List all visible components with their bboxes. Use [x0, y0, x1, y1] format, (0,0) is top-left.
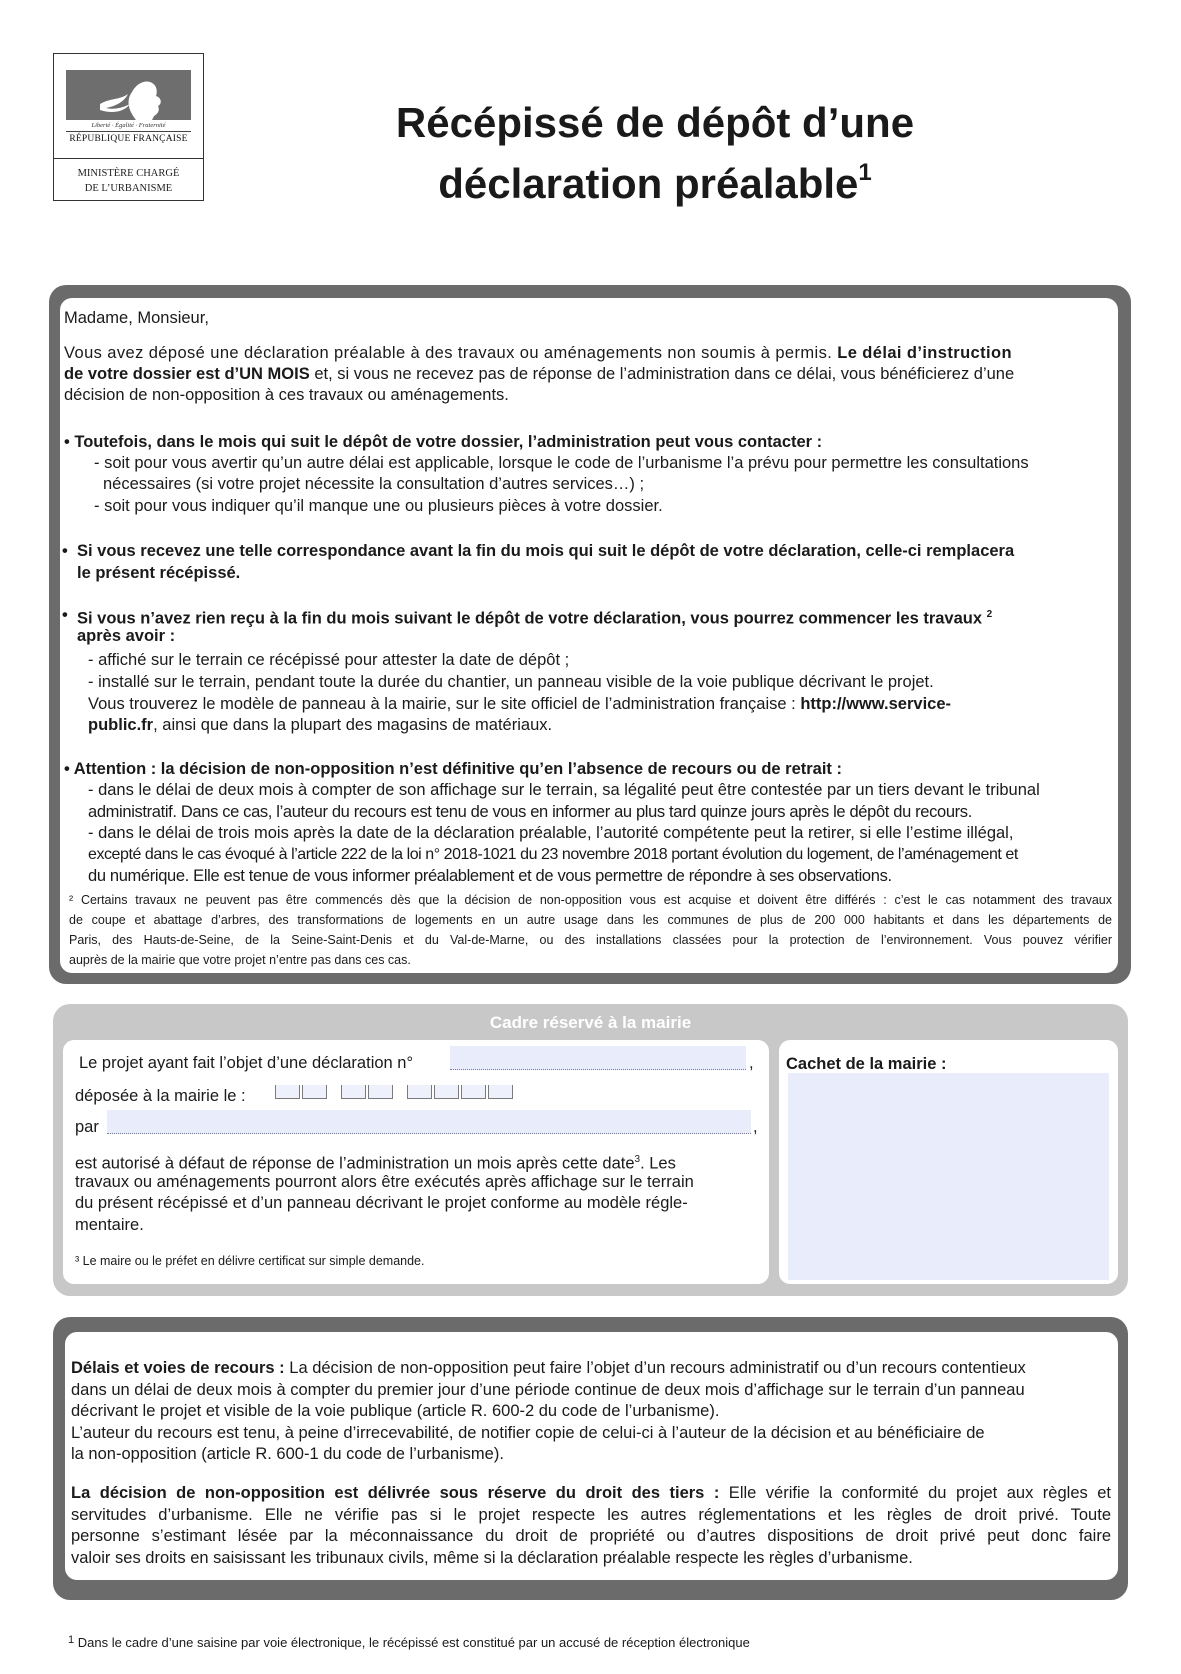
page-title-line2: [330, 148, 980, 209]
bullet3-sub2: [88, 672, 934, 692]
bullet4-sub2-cont: excepté dans le cas évoqué à l’article 222 de la loi n° 2018-1021 du 23 novembre 2018 portant évolution du logement, de l’aménagement et: [88, 846, 1018, 863]
bullet1-sub1: - soit pour vous avertir qu’un autre délai est applicable, lorsque le code de l’urbanisme l’a prévu pour permettre les consultations: [94, 454, 1029, 472]
bullet4-sub1: - dans le délai de deux mois à compter de son affichage sur le terrain, sa légalité peut être contestée par un tiers devant le tribunal: [88, 781, 1040, 799]
recours-p2-line4: valoir ses droits en saisissant les tribunaux civils, même si la déclaration préalable respecte les règles d’urbanisme.: [71, 1549, 913, 1567]
greeting: Madame, Monsieur,: [64, 309, 209, 327]
recours-p2-line1: [71, 1483, 1111, 1503]
service-public-link[interactable]: http://www.service-: [800, 695, 951, 713]
footnote2-line2: de coupe et abattage d’arbres, des transformations de logements en un autre usage dans les communes de plus de 200 000 habitants et dans les départements de: [69, 913, 1112, 927]
logo-ministry: [54, 166, 203, 196]
authorization-line1: [75, 1150, 676, 1174]
intro-line3: décision de non-opposition à ces travaux ou aménagements.: [64, 386, 509, 404]
recours-p1-line3: décrivant le projet et visible de la voie publique (article R. 600-2 du code de l’urbanisme).: [71, 1402, 720, 1420]
intro-line2: [64, 364, 1014, 384]
page-title: [330, 98, 980, 209]
footnote2-line1: ² Certains travaux ne peuvent pas être commencés dès que la décision de non-opposition vous est acquise et doivent être différés : c’est le cas notamment des travaux: [69, 893, 1112, 907]
authorization-line2: travaux ou aménagements pourront alors être exécutés après affichage sur le terrain: [75, 1173, 694, 1191]
recours-p1-line1: [71, 1358, 1026, 1378]
service-public-link-end[interactable]: public.fr: [88, 716, 154, 734]
bullet2-line2: le présent récépissé.: [77, 564, 241, 582]
recours-p2-line2: servitudes d’urbanisme. Elle ne vérifie pas si le projet respecte les autres réglementations et les règles de droit privé. Toute: [71, 1506, 1111, 1524]
page-title-line1: Récépissé de dépôt d’une: [395, 99, 915, 146]
deposit-date-year-digit4[interactable]: [488, 1085, 513, 1099]
footnote1: [68, 1634, 750, 1650]
stamp-area: [788, 1073, 1109, 1280]
logo-ministry-line2: DE L’URBANISME: [84, 183, 173, 194]
bullet3-line1: [77, 605, 992, 629]
bullet2-line1: Si vous recevez une telle correspondance avant la fin du mois qui suit le dépôt de votre déclaration, celle-ci remplacera: [77, 542, 1015, 560]
authorization-line3: du présent récépissé et d’un panneau décrivant le projet conforme au modèle régle-: [75, 1194, 688, 1212]
deposit-date-label: déposée à la mairie le :: [75, 1087, 246, 1105]
deposit-date-year-digit1[interactable]: [407, 1085, 432, 1099]
logo-motto: Liberté · Égalité · Fraternité: [91, 122, 166, 129]
intro-line1-text: Vous avez déposé une déclaration préalable à des travaux ou aménagements non soumis à permis.: [64, 344, 838, 362]
recours-p2-line3: personne s’estimant lésée par la méconnaissance du droit de propriété ou d’autres dispositions de droit privé peut donc faire: [71, 1527, 1111, 1545]
bullet1-heading: • Toutefois, dans le mois qui suit le dépôt de votre dossier, l’administration peut vous contacter :: [64, 433, 823, 451]
bullet2-marker: •: [62, 542, 68, 560]
title-footnote-marker: 1: [858, 159, 872, 186]
bullet3-sub4: [88, 715, 552, 735]
declaration-number-field[interactable]: [450, 1046, 746, 1070]
recours-p1-line1-text: La décision de non-opposition peut faire l’objet d’un recours administratif ou d’un recours contentieux: [284, 1359, 1026, 1377]
footnote3: ³ Le maire ou le préfet en délivre certificat sur simple demande.: [75, 1254, 425, 1268]
deposit-date-month-digit1[interactable]: [341, 1085, 366, 1099]
footnote1-marker: 1: [68, 1634, 75, 1646]
intro-line2-bold: de votre dossier est d’UN MOIS: [64, 365, 310, 383]
recours-p1-line2: dans un délai de deux mois à compter du premier jour d’une période continue de deux mois d’affichage sur le terrain d’un panneau: [71, 1381, 1025, 1399]
declaration-number-comma: ,: [749, 1054, 754, 1072]
deposit-date-day-digit1[interactable]: [275, 1085, 300, 1099]
declaration-number-label: Le projet ayant fait l’objet d’une déclaration n°: [79, 1054, 414, 1072]
bullet4-sub1-cont: administratif. Dans ce cas, l’auteur du recours est tenu de vous en informer au plus tard quinze jours après le dépôt du recours.: [88, 803, 972, 821]
logo-republic: RÉPUBLIQUE FRANÇAISE: [66, 131, 191, 144]
recours-p1-heading: Délais et voies de recours :: [71, 1359, 285, 1377]
footnote2-line4: auprès de la mairie que votre projet n’entre pas dans ces cas.: [69, 953, 411, 967]
bullet1-sub2: - soit pour vous indiquer qu’il manque une ou plusieurs pièces à votre dossier.: [94, 497, 663, 515]
deposit-date-year-digit3[interactable]: [461, 1085, 486, 1099]
bullet4-heading: • Attention : la décision de non-opposition n’est définitive qu’en l’absence de recours ou de retrait :: [64, 760, 843, 778]
intro-line1: [64, 343, 1012, 363]
bullet3-footnote-marker: 2: [986, 609, 993, 620]
authorization-footnote-marker: 3: [634, 1154, 641, 1165]
stamp-label: Cachet de la mairie :: [786, 1055, 947, 1073]
bullet1-sub1-cont: nécessaires (si votre projet nécessite la consultation d’autres services…) ;: [103, 475, 645, 493]
marianne-emblem: [66, 70, 191, 120]
recours-p1-line5: la non-opposition (article R. 600-1 du code de l’urbanisme).: [71, 1445, 504, 1463]
bullet4-sub2-cont2: du numérique. Elle est tenue de vous informer préalablement et de vous permettre de répondre à ses observations.: [88, 867, 892, 885]
authorization-line1-end: . Les: [640, 1154, 676, 1173]
bullet3-sub1: - affiché sur le terrain ce récépissé pour attester la date de dépôt ;: [88, 651, 570, 669]
intro-line2-text: et, si vous ne recevez pas de réponse de l’administration dans ce délai, vous bénéficierez d’une: [309, 365, 1015, 383]
recours-p2-heading: La décision de non-opposition est délivrée sous réserve du droit des tiers :: [71, 1484, 720, 1502]
deposit-date-month-digit2[interactable]: [368, 1085, 393, 1099]
bullet3-line1-text: Si vous n’avez rien reçu à la fin du mois suivant le dépôt de votre déclaration, vous pourrez commencer les travaux: [77, 609, 983, 628]
bullet3-line2: après avoir :: [77, 627, 176, 645]
footnote2-line3: Paris, des Hauts-de-Seine, de la Seine-Saint-Denis et du Val-de-Marne, ou des installations classées pour la protection de l’environnement. Vous pouvez vérifier: [69, 933, 1112, 947]
bullet4-sub2: - dans le délai de trois mois après la date de la déclaration préalable, l’autorité compétente peut la retirer, si elle l’estime illégal,: [88, 824, 1014, 842]
intro-line1-bold: Le délai d’instruction: [837, 344, 1012, 362]
recours-p2-line1-text: Elle vérifie la conformité du projet aux règles et: [719, 1484, 1111, 1502]
logo-ministry-line1: MINISTÈRE CHARGÉ: [77, 168, 180, 179]
bullet3-sub3-text: Vous trouverez le modèle de panneau à la mairie, sur le site officiel de l’administration française :: [88, 695, 801, 713]
logo-divider: [54, 158, 203, 159]
authorization-line4: mentaire.: [75, 1216, 144, 1234]
bullet3-sub3: [88, 694, 951, 714]
mairie-frame-title: Cadre réservé à la mairie: [489, 1013, 692, 1032]
authorization-line1-text: est autorisé à défaut de réponse de l’administration un mois après cette date: [75, 1154, 635, 1173]
applicant-label: par: [75, 1118, 99, 1136]
applicant-field[interactable]: [107, 1110, 751, 1134]
bullet3-sub4-text: , ainsi que dans la plupart des magasins de matériaux.: [153, 716, 553, 734]
recours-p1-line4: L’auteur du recours est tenu, à peine d’irrecevabilité, de notifier copie de celui-ci à l’auteur de la décision et au bénéficiaire de: [71, 1424, 985, 1442]
applicant-comma: ,: [753, 1118, 758, 1136]
deposit-date-year-digit2[interactable]: [434, 1085, 459, 1099]
page-title-line2-text: déclaration préalable: [438, 160, 859, 207]
deposit-date-day-digit2[interactable]: [302, 1085, 327, 1099]
government-logo: [53, 53, 204, 201]
footnote1-text: Dans le cadre d’une saisine par voie électronique, le récépissé est constitué par un accusé de réception électronique: [74, 1635, 750, 1650]
bullet3-sub2-text: - installé sur le terrain, pendant toute la durée du chantier, un panneau visible de la voie publique décrivant le projet.: [88, 673, 934, 691]
bullet3-marker: •: [62, 606, 68, 624]
